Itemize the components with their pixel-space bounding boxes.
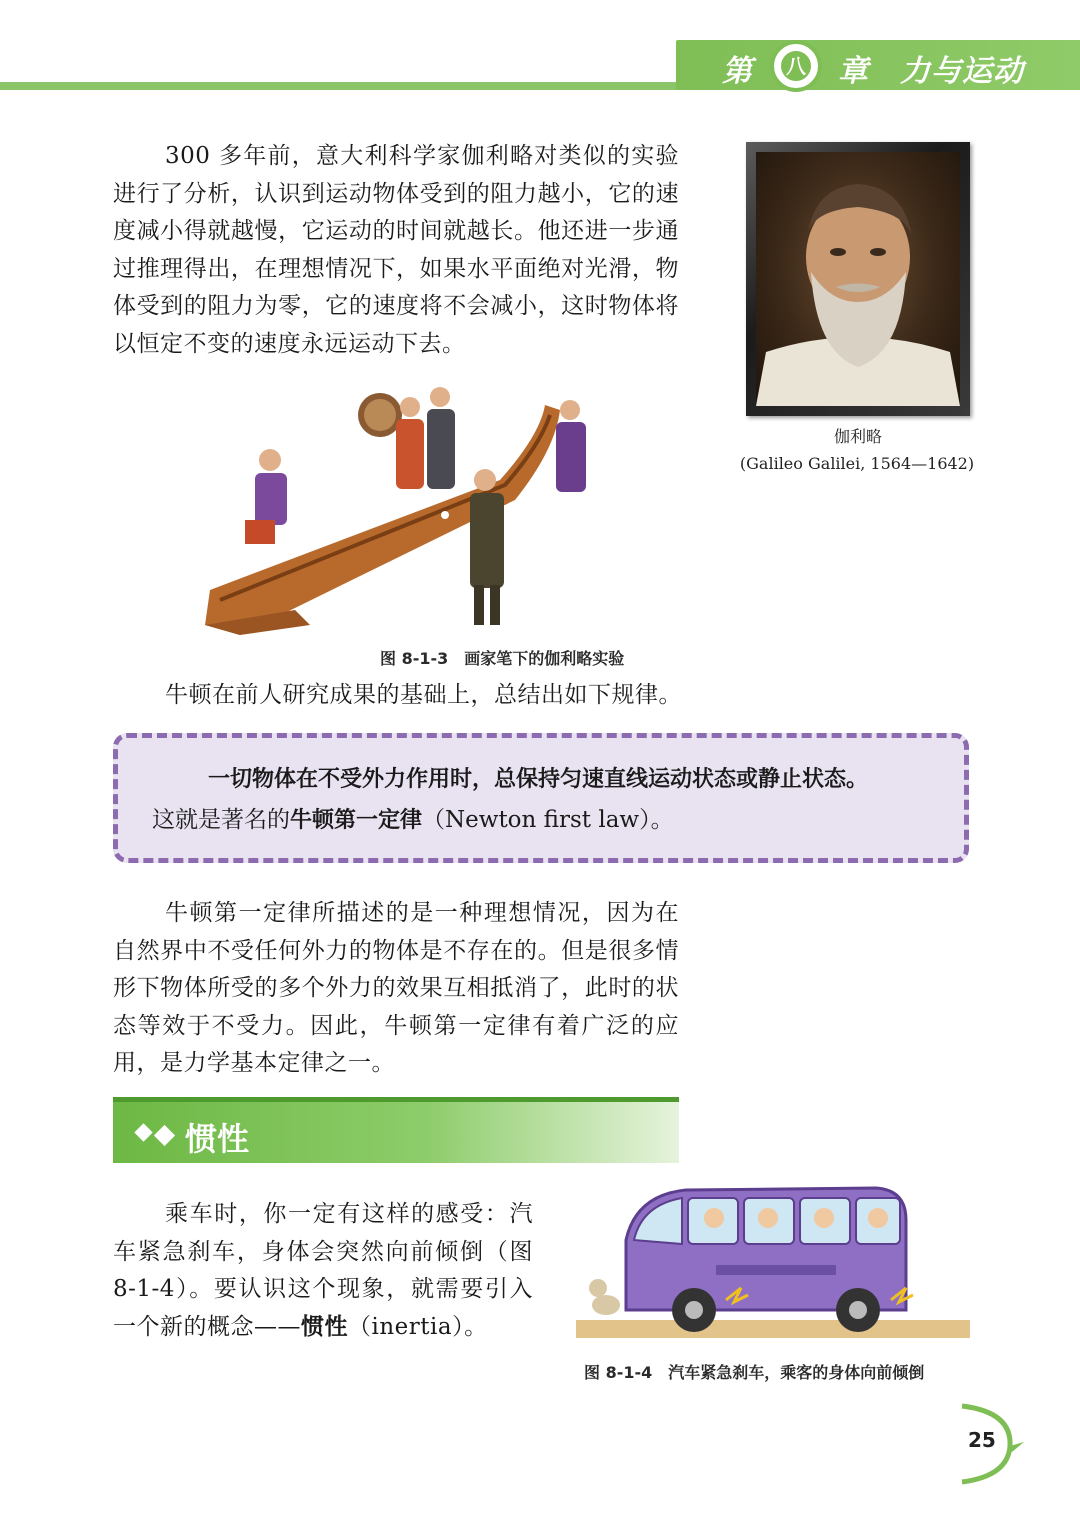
- bus-braking-illustration: [576, 1180, 970, 1350]
- portrait-name: 伽利略: [833, 427, 882, 446]
- section-heading-inertia: [113, 1097, 679, 1163]
- figure-8-1-4-caption: 图 8-1-4 汽车紧急刹车，乘客的身体向前倾倒: [584, 1363, 925, 1382]
- paragraph-ideal-case: [113, 895, 679, 1083]
- law-suffix: （Newton first law）。: [422, 807, 674, 833]
- chapter-prefix: 第: [722, 54, 753, 89]
- portrait-dates: (Galileo Galilei, 1564—1642): [739, 454, 975, 473]
- paragraph-text: 牛顿在前人研究成果的基础上，总结出如下规律。: [165, 682, 682, 708]
- newton-first-law-box: [113, 733, 969, 863]
- paragraph-text: [113, 1196, 533, 1346]
- portrait-image: [756, 152, 960, 406]
- law-naming-line: [152, 800, 942, 841]
- diamond-bullets-icon: [133, 1120, 179, 1148]
- section-title: 惯性: [185, 1120, 250, 1158]
- bus-icon: [576, 1180, 970, 1350]
- paragraph-text-b: （inertia）。: [348, 1313, 488, 1340]
- law-prefix: 这就是著名的: [152, 807, 290, 833]
- paragraph-inertia-intro: [113, 1196, 533, 1346]
- chapter-title: 力与运动: [900, 54, 1024, 89]
- paragraph-text: 300 多年前，意大利科学家伽利略对类似的实验进行了分析，认识到运动物体受到的阻力越小，它的速度减小得就越慢，它运动的时间就越长。他还进一步通过推理得出，在理想情况下，如果水平面绝对光滑，物体受到的阻力为零，它的速度将不会减小，这时物体将以恒定不变的速度永远运动下去。: [113, 143, 679, 357]
- galileo-portrait: [746, 142, 970, 416]
- chapter-number: 八: [781, 51, 811, 81]
- inclined-plane-icon: [200, 385, 620, 660]
- page-number: 25: [968, 1428, 996, 1452]
- chapter-number-badge: [770, 40, 822, 92]
- paragraph-galileo: [113, 138, 679, 363]
- paragraph-newton-intro: [113, 677, 813, 715]
- galileo-experiment-illustration: [200, 385, 620, 660]
- law-text: [152, 760, 942, 841]
- term-inertia: 惯性: [301, 1313, 348, 1340]
- law-statement: 一切物体在不受外力作用时，总保持匀速直线运动状态或静止状态。: [208, 767, 869, 792]
- paragraph-text-a: 乘车时，你一定有这样的感受：汽车紧急刹车，身体会突然向前倾倒（图 8-1-4）。要认识这个现象，就需要引入一个新的概念——: [113, 1201, 533, 1340]
- galileo-face-icon: [756, 152, 960, 406]
- chapter-suffix: 章: [838, 54, 869, 89]
- paragraph-text: 牛顿第一定律所描述的是一种理想情况，因为在自然界中不受任何外力的物体是不存在的。但是很多情形下物体所受的多个外力的效果互相抵消了，此时的状态等效于不受力。因此，牛顿第一定律有着广泛的应用，是力学基本定律之一。: [113, 900, 679, 1076]
- figure-8-1-3-caption: 图 8-1-3 画家笔下的伽利略实验: [380, 649, 625, 668]
- law-name: 牛顿第一定律: [290, 808, 423, 833]
